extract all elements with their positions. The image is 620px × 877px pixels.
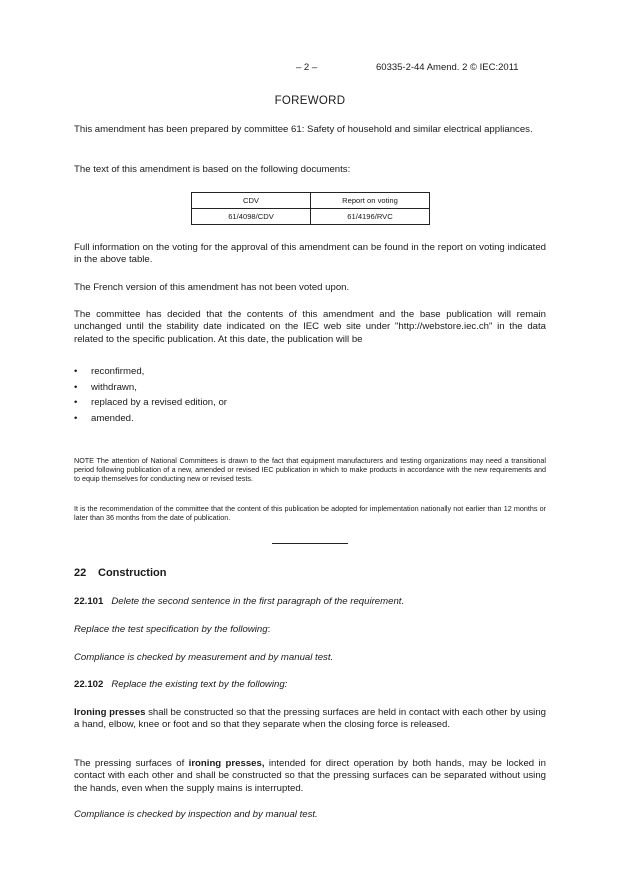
foreword-paragraph-committee: This amendment has been prepared by committee 61: Safety of household and similar electrical appliances. [74,124,533,135]
page-number: – 2 – [296,62,318,73]
defined-term: ironing presses, [188,758,265,769]
section-heading [74,567,166,579]
list-item: • replaced by a revised edition, or [74,397,227,413]
compliance-inspection: Compliance is checked by inspection and by manual test. [74,809,318,820]
replace-spec-colon: : [267,624,271,635]
clause-number: 22.101 [74,596,104,607]
requirement-paragraph-2 [74,758,546,795]
note: NOTE The attention of National Committees is drawn to the fact that equipment manufacturers and testing organizations may need a transitional period following publication of a new, amended or revised IEC publication in which to make products in accordance with the new requirements and to equip themselves for conducting new or revised tests. [74,456,546,484]
foreword-title: FOREWORD [274,95,346,107]
recommendation-note: It is the recommendation of the committee that the content of this publication be adopted for implementation nationally not earlier than 12 months or later than 36 months from the date of publication. [74,504,546,523]
table-header-row [192,193,430,209]
clause-22-102 [74,679,546,691]
foreword-paragraph-french: The French version of this amendment has not been voted upon. [74,282,350,293]
section-title: Construction [98,567,167,579]
clause-number: 22.102 [74,679,104,690]
table-cell: 61/4196/RVC [311,209,430,225]
section-number: 22 [74,567,87,579]
section-divider [272,543,348,544]
foreword-paragraph-documents: The text of this amendment is based on the following documents: [74,164,351,175]
table-header-cell: Report on voting [311,193,430,209]
clause-22-101 [74,596,546,608]
compliance-measurement: Compliance is checked by measurement and by manual test. [74,652,334,663]
replace-spec-text: Replace the test specification by the following [74,624,268,635]
table-row [192,209,430,225]
list-item: • reconfirmed, [74,366,227,382]
list-item: • withdrawn, [74,382,227,398]
publication-options-list [74,366,227,428]
list-item: • amended. [74,413,227,429]
replace-spec-instruction [74,624,546,636]
documents-table [191,192,430,225]
standard-reference: 60335-2-44 Amend. 2 © IEC:2011 [376,62,519,73]
clause-instruction: Delete the second sentence in the first paragraph of the requirement. [111,596,405,607]
foreword-paragraph-stability: The committee has decided that the contents of this amendment and the base publication will remain unchanged until the stability date indicated on the IEC web site under "http://webstore.iec.ch" in the data related to the specific publication. At this date, the publication will be [74,309,546,345]
table-header-cell: CDV [192,193,311,209]
clause-instruction: Replace the existing text by the following: [111,679,288,690]
requirement-text-start: The pressing surfaces of [74,758,189,769]
requirement-text: shall be constructed so that the pressing surfaces are held in contact with each other by using a hand, elbow, knee or foot and so that they separate when the closing force is released. [74,707,546,731]
requirement-paragraph-1 [74,707,546,732]
table-cell: 61/4098/CDV [192,209,311,225]
defined-term: Ironing presses [74,707,146,718]
requirement-text: intended for direct operation by both hands, may be locked in contact with each other and shall be constructed so that the pressing surfaces can be separated without using the hands, even when the supply mains is interrupted. [74,758,546,794]
foreword-paragraph-voting: Full information on the voting for the approval of this amendment can be found in the report on voting indicated in the above table. [74,242,546,266]
